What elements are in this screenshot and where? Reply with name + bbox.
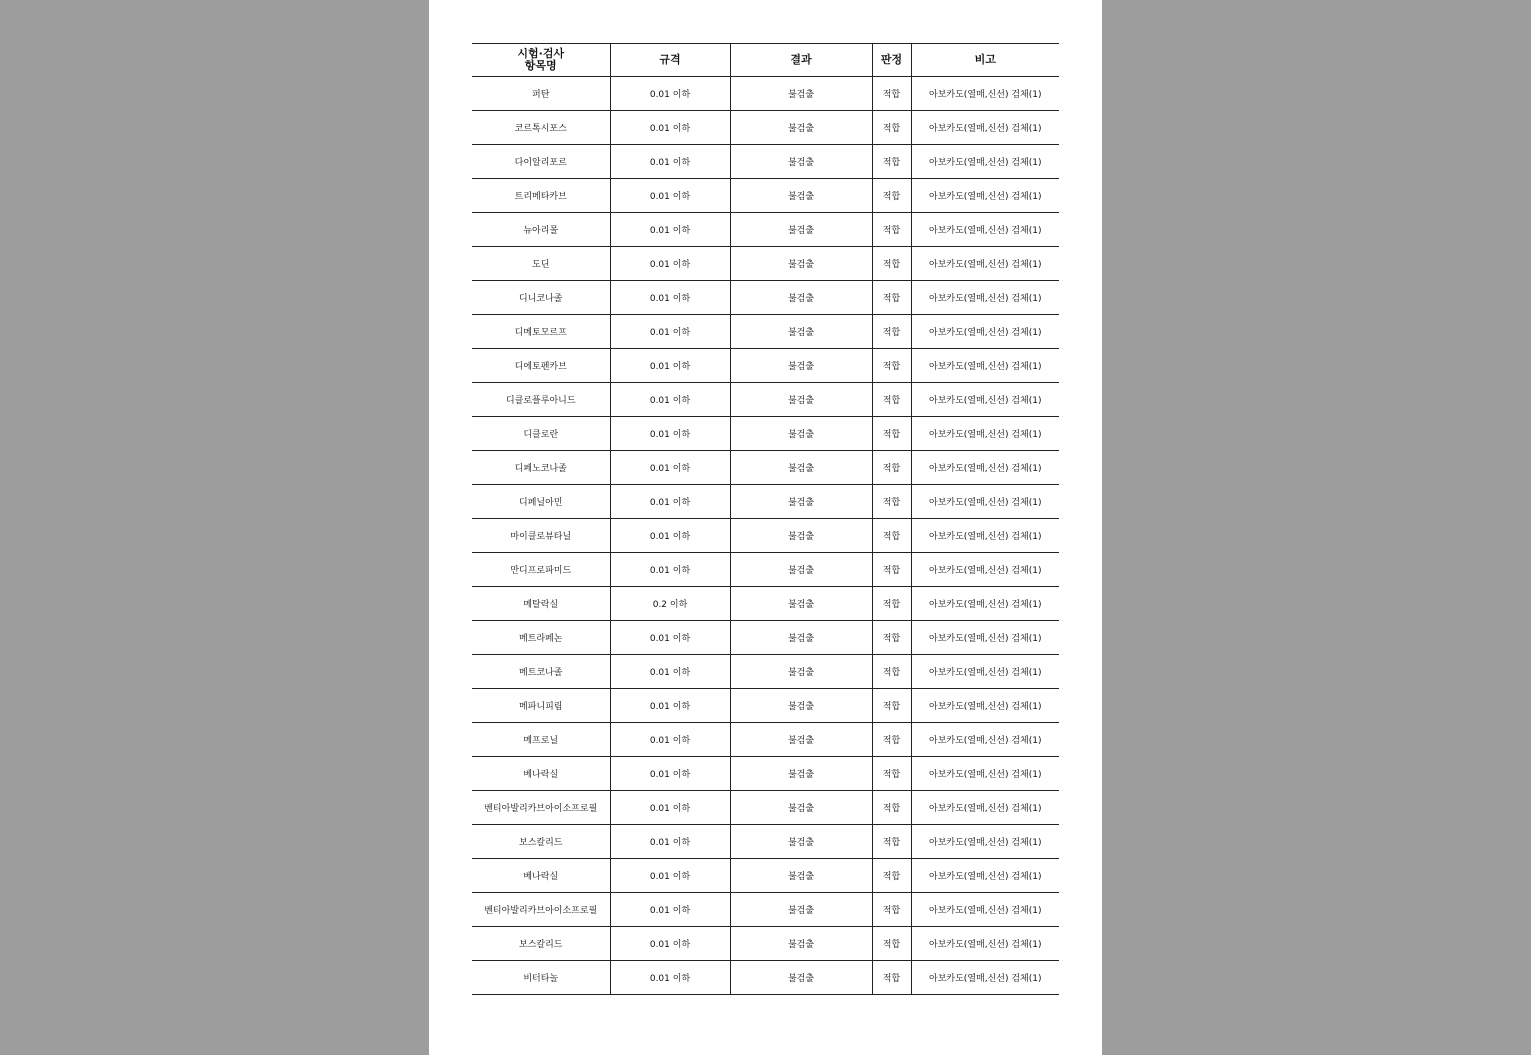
cell-item-name: 베나락실 [472,757,610,791]
cell-judgment: 적합 [872,247,911,281]
cell-judgment: 적합 [872,689,911,723]
cell-remarks: 아보카도(열매,신선) 검체(1) [911,587,1059,621]
cell-result: 불검출 [730,349,872,383]
cell-remarks: 아보카도(열매,신선) 검체(1) [911,791,1059,825]
cell-spec: 0.01 이하 [610,893,730,927]
cell-result: 불검출 [730,77,872,111]
cell-judgment: 적합 [872,349,911,383]
table-row [472,451,1059,485]
cell-judgment: 적합 [872,179,911,213]
cell-remarks: 아보카도(열매,신선) 검체(1) [911,383,1059,417]
cell-item-name: 벤티아발리카브아이소프로필 [472,893,610,927]
cell-spec: 0.01 이하 [610,655,730,689]
header-remarks: 비고 [911,44,1059,77]
cell-spec: 0.01 이하 [610,519,730,553]
table-row [472,961,1059,995]
cell-result: 불검출 [730,485,872,519]
cell-result: 불검출 [730,689,872,723]
cell-item-name: 디메토모르프 [472,315,610,349]
cell-item-name: 퍼탄 [472,77,610,111]
cell-item-name: 다이알리포르 [472,145,610,179]
cell-remarks: 아보카도(열매,신선) 검체(1) [911,145,1059,179]
cell-judgment: 적합 [872,519,911,553]
cell-remarks: 아보카도(열매,신선) 검체(1) [911,961,1059,995]
cell-judgment: 적합 [872,655,911,689]
table-row [472,383,1059,417]
cell-remarks: 아보카도(열매,신선) 검체(1) [911,655,1059,689]
table-row [472,77,1059,111]
header-result: 결과 [730,44,872,77]
table-row [472,315,1059,349]
cell-item-name: 벤티아발리카브아이소프로필 [472,791,610,825]
cell-remarks: 아보카도(열매,신선) 검체(1) [911,723,1059,757]
header-item-name [472,44,610,77]
cell-result: 불검출 [730,587,872,621]
cell-spec: 0.01 이하 [610,791,730,825]
cell-item-name: 보스칼리드 [472,927,610,961]
table-row [472,723,1059,757]
cell-spec: 0.01 이하 [610,825,730,859]
cell-remarks: 아보카도(열매,신선) 검체(1) [911,417,1059,451]
cell-spec: 0.01 이하 [610,723,730,757]
cell-spec: 0.01 이하 [610,77,730,111]
cell-result: 불검출 [730,757,872,791]
cell-remarks: 아보카도(열매,신선) 검체(1) [911,179,1059,213]
cell-spec: 0.01 이하 [610,315,730,349]
cell-result: 불검출 [730,655,872,689]
cell-spec: 0.01 이하 [610,689,730,723]
table-row [472,791,1059,825]
cell-remarks: 아보카도(열매,신선) 검체(1) [911,825,1059,859]
cell-judgment: 적합 [872,145,911,179]
cell-result: 불검출 [730,519,872,553]
cell-judgment: 적합 [872,417,911,451]
cell-item-name: 비터타놀 [472,961,610,995]
cell-result: 불검출 [730,145,872,179]
table-row [472,247,1059,281]
header-item-name-line2: 항목명 [524,59,557,72]
cell-result: 불검출 [730,179,872,213]
cell-judgment: 적합 [872,587,911,621]
cell-remarks: 아보카도(열매,신선) 검체(1) [911,349,1059,383]
cell-remarks: 아보카도(열매,신선) 검체(1) [911,519,1059,553]
cell-remarks: 아보카도(열매,신선) 검체(1) [911,689,1059,723]
cell-spec: 0.01 이하 [610,349,730,383]
cell-judgment: 적합 [872,893,911,927]
cell-judgment: 적합 [872,111,911,145]
cell-judgment: 적합 [872,451,911,485]
cell-remarks: 아보카도(열매,신선) 검체(1) [911,213,1059,247]
table-row [472,349,1059,383]
cell-item-name: 코르톡시포스 [472,111,610,145]
cell-spec: 0.01 이하 [610,383,730,417]
table-row [472,145,1059,179]
cell-remarks: 아보카도(열매,신선) 검체(1) [911,485,1059,519]
cell-item-name: 디니코나졸 [472,281,610,315]
cell-spec: 0.01 이하 [610,145,730,179]
header-judgment: 판정 [872,44,911,77]
cell-result: 불검출 [730,621,872,655]
table-row [472,111,1059,145]
header-row [472,44,1059,77]
cell-result: 불검출 [730,281,872,315]
cell-judgment: 적합 [872,77,911,111]
cell-remarks: 아보카도(열매,신선) 검체(1) [911,621,1059,655]
cell-judgment: 적합 [872,485,911,519]
table-row [472,893,1059,927]
cell-result: 불검출 [730,213,872,247]
table-row [472,485,1059,519]
cell-result: 불검출 [730,723,872,757]
header-spec: 규격 [610,44,730,77]
cell-judgment: 적합 [872,281,911,315]
cell-spec: 0.01 이하 [610,247,730,281]
cell-judgment: 적합 [872,315,911,349]
cell-item-name: 디페닐아민 [472,485,610,519]
cell-spec: 0.01 이하 [610,621,730,655]
cell-judgment: 적합 [872,791,911,825]
cell-result: 불검출 [730,825,872,859]
table-row [472,281,1059,315]
cell-judgment: 적합 [872,723,911,757]
cell-item-name: 메파니피림 [472,689,610,723]
table-row [472,927,1059,961]
table-row [472,519,1059,553]
cell-item-name: 메탈락실 [472,587,610,621]
cell-item-name: 베나락실 [472,859,610,893]
cell-result: 불검출 [730,553,872,587]
cell-judgment: 적합 [872,825,911,859]
cell-result: 불검출 [730,417,872,451]
cell-judgment: 적합 [872,757,911,791]
cell-item-name: 메트코나졸 [472,655,610,689]
cell-result: 불검출 [730,451,872,485]
cell-remarks: 아보카도(열매,신선) 검체(1) [911,281,1059,315]
cell-item-name: 보스칼리드 [472,825,610,859]
header-item-name-line1: 시험·검사 [517,47,565,60]
cell-item-name: 도딘 [472,247,610,281]
cell-spec: 0.01 이하 [610,111,730,145]
cell-result: 불검출 [730,383,872,417]
cell-spec: 0.2 이하 [610,587,730,621]
table-row [472,621,1059,655]
cell-remarks: 아보카도(열매,신선) 검체(1) [911,859,1059,893]
cell-spec: 0.01 이하 [610,927,730,961]
cell-result: 불검출 [730,791,872,825]
table-row [472,859,1059,893]
cell-spec: 0.01 이하 [610,451,730,485]
table-header [472,44,1059,77]
cell-result: 불검출 [730,961,872,995]
table-body [472,77,1059,995]
cell-remarks: 아보카도(열매,신선) 검체(1) [911,111,1059,145]
cell-judgment: 적합 [872,927,911,961]
cell-spec: 0.01 이하 [610,757,730,791]
table-row [472,825,1059,859]
cell-judgment: 적합 [872,213,911,247]
cell-remarks: 아보카도(열매,신선) 검체(1) [911,893,1059,927]
cell-remarks: 아보카도(열매,신선) 검체(1) [911,247,1059,281]
cell-item-name: 만디프로파미드 [472,553,610,587]
cell-result: 불검출 [730,893,872,927]
table-row [472,417,1059,451]
cell-item-name: 메트라페논 [472,621,610,655]
cell-judgment: 적합 [872,621,911,655]
table-row [472,587,1059,621]
cell-remarks: 아보카도(열매,신선) 검체(1) [911,315,1059,349]
cell-spec: 0.01 이하 [610,859,730,893]
cell-spec: 0.01 이하 [610,213,730,247]
cell-item-name: 마이클로뷰타닐 [472,519,610,553]
cell-judgment: 적합 [872,859,911,893]
document-page [429,0,1102,1055]
table-row [472,179,1059,213]
table-row [472,689,1059,723]
table-row [472,213,1059,247]
table-row [472,655,1059,689]
table-row [472,553,1059,587]
cell-spec: 0.01 이하 [610,485,730,519]
test-results-table [472,43,1059,995]
cell-spec: 0.01 이하 [610,961,730,995]
cell-result: 불검출 [730,247,872,281]
cell-item-name: 메프로닐 [472,723,610,757]
cell-result: 불검출 [730,111,872,145]
cell-remarks: 아보카도(열매,신선) 검체(1) [911,77,1059,111]
cell-spec: 0.01 이하 [610,179,730,213]
cell-item-name: 디클로란 [472,417,610,451]
cell-result: 불검출 [730,315,872,349]
cell-spec: 0.01 이하 [610,417,730,451]
cell-remarks: 아보카도(열매,신선) 검체(1) [911,927,1059,961]
cell-judgment: 적합 [872,961,911,995]
cell-result: 불검출 [730,927,872,961]
cell-item-name: 뉴아리몰 [472,213,610,247]
cell-item-name: 디에토펜카브 [472,349,610,383]
cell-remarks: 아보카도(열매,신선) 검체(1) [911,757,1059,791]
cell-remarks: 아보카도(열매,신선) 검체(1) [911,553,1059,587]
cell-spec: 0.01 이하 [610,553,730,587]
cell-judgment: 적합 [872,553,911,587]
cell-spec: 0.01 이하 [610,281,730,315]
table-row [472,757,1059,791]
cell-item-name: 디페노코나졸 [472,451,610,485]
cell-judgment: 적합 [872,383,911,417]
cell-result: 불검출 [730,859,872,893]
cell-item-name: 디클로플루아니드 [472,383,610,417]
cell-item-name: 트리메타카브 [472,179,610,213]
cell-remarks: 아보카도(열매,신선) 검체(1) [911,451,1059,485]
